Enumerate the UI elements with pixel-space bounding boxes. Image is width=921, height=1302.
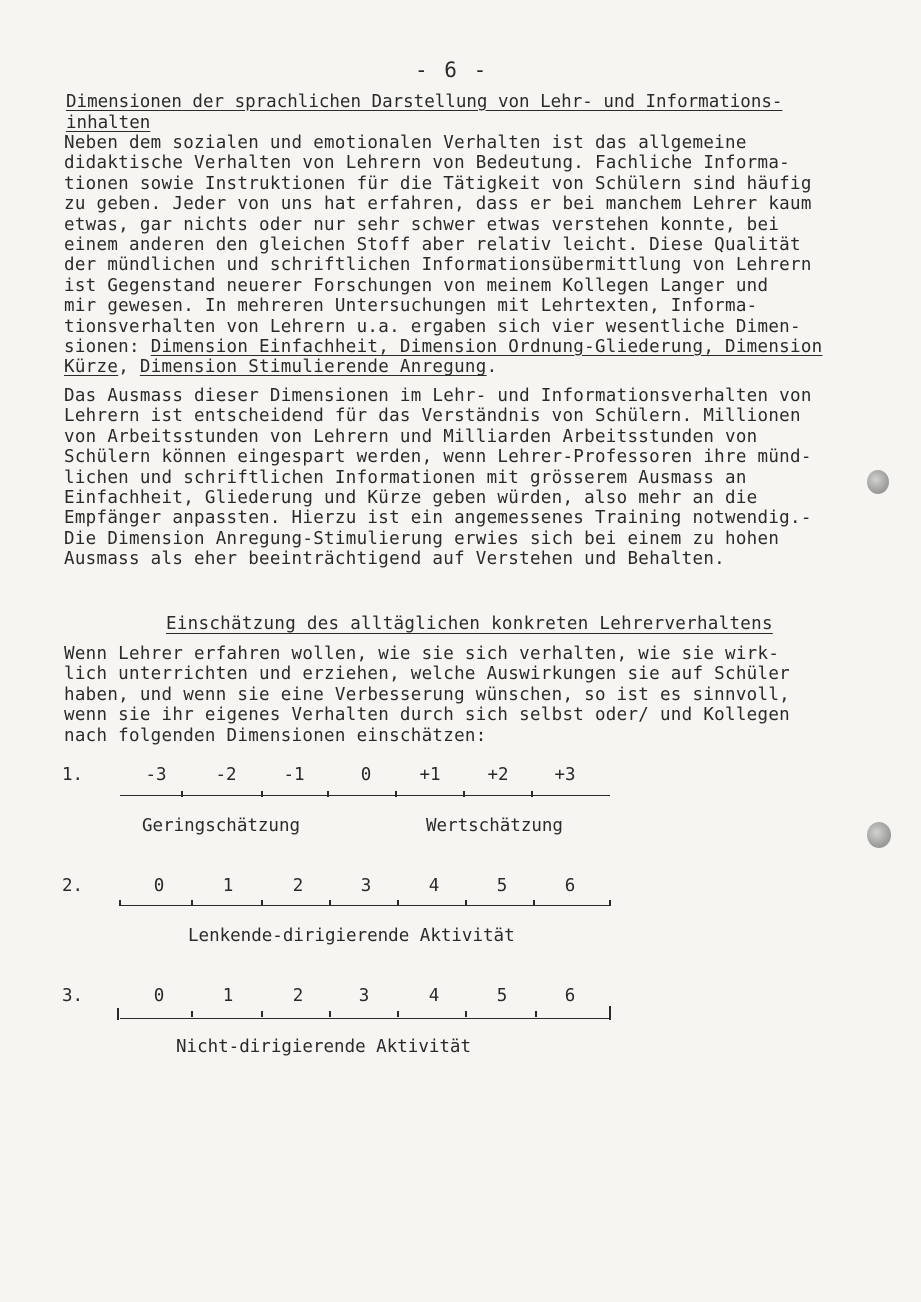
dimension-kuerze: Kürze (64, 357, 119, 378)
scale-tick-label: 0 (360, 765, 372, 785)
scale-tickmark (261, 791, 263, 797)
scale-tickmark (261, 900, 263, 906)
punch-hole-mark (867, 822, 891, 848)
scale-label: Nicht-dirigierende Aktivität (176, 1037, 472, 1057)
scale-tickmark (463, 791, 465, 797)
paragraph-line: ist Gegenstand neuerer Forschungen von meinem Kollegen Langer und (64, 275, 769, 296)
punch-hole-mark (867, 470, 889, 494)
paragraph-line: der mündlichen und schriftlichen Informationsübermittlung von Lehrern (64, 255, 812, 276)
paragraph-line: Die Dimension Anregung-Stimulierung erwies sich bei einem zu hohen (64, 528, 780, 549)
scale-tickmark (181, 791, 183, 797)
paragraph-line: lichen und schriftlichen Informationen mit grösserem Ausmass an (64, 467, 747, 488)
scale-tickmark (191, 900, 193, 906)
scale-tick-label: +2 (487, 765, 509, 785)
dimensions-list-line-1: Dimension Einfachheit, Dimension Ordnung-Gliederung, Dimension (150, 337, 823, 358)
scale-tick-label: -3 (145, 765, 167, 785)
scale-tick-label: 2 (292, 876, 304, 896)
section-heading-1-line-2: inhalten (66, 113, 151, 133)
dimensions-prefix: sionen: (64, 337, 151, 358)
paragraph-line: haben, und wenn sie eine Verbesserung wünschen, so ist es sinnvoll, (64, 684, 791, 705)
scale-tickmark (535, 1011, 537, 1017)
paragraph-3 (64, 644, 874, 746)
scale-tickmark (395, 791, 397, 797)
section-heading-2: Einschätzung des alltäglichen konkreten Lehrerverhaltens (166, 614, 773, 634)
paragraph-line: Empfänger anpassten. Hierzu ist ein angemessenes Training notwendig.- (64, 508, 812, 529)
scale-tick-label: 3 (358, 986, 370, 1006)
scale-axis (120, 1018, 610, 1019)
scale-tick-label: 2 (292, 986, 304, 1006)
paragraph-line: Einfachheit, Gliederung und Kürze geben würden, also mehr an die (64, 488, 758, 509)
paragraph-line: einem anderen den gleichen Stoff aber relativ leicht. Diese Qualität (64, 235, 801, 256)
paragraph-line: Ausmass als eher beeinträchtigend auf Verstehen und Behalten. (64, 549, 725, 570)
scale-right-label: Wertschätzung (426, 816, 563, 836)
scale-tick-label: 6 (564, 876, 576, 896)
paragraph-line: Schülern können eingespart werden, wenn Lehrer-Professoren ihre münd- (64, 447, 812, 468)
scale-tickmark (117, 1008, 119, 1020)
scale-tick-label: +3 (554, 765, 576, 785)
page-number: - 6 - (415, 58, 489, 82)
scale-tickmark (261, 1011, 263, 1017)
paragraph-line: Lehrern ist entscheidend für das Verständnis von Schülern. Millionen (64, 406, 801, 427)
paragraph-line-dimensions-2 (64, 357, 874, 377)
paragraph-line: von Arbeitsstunden von Lehrern und Milliarden Arbeitsstunden von (64, 426, 758, 447)
paragraph-line: tionsverhalten von Lehrern u.a. ergaben sich vier wesentliche Dimen- (64, 316, 801, 337)
scale-left-label: Geringschätzung (142, 816, 301, 836)
scale-tickmark (329, 900, 331, 906)
scale-tick-label: 4 (428, 876, 440, 896)
scale-tickmark (609, 900, 611, 906)
scale-tickmark (609, 1006, 611, 1020)
section-heading-1-line-1: Dimensionen der sprachlichen Darstellung von Lehr- und Informations- (66, 92, 783, 112)
scale-label: Lenkende-dirigierende Aktivität (188, 926, 515, 946)
section-heading-1 (66, 92, 856, 134)
scale-tickmark (329, 1011, 331, 1017)
scale-axis (120, 905, 610, 906)
rating-scale-3 (62, 986, 622, 1066)
scale-tickmark (397, 1011, 399, 1017)
paragraph-line: etwas, gar nichts oder nur sehr schwer etwas verstehen konnte, bei (64, 214, 780, 235)
scale-tickmark (465, 900, 467, 906)
scale-tick-label: +1 (419, 765, 441, 785)
scale-number: 1. (62, 765, 84, 785)
paragraph-line-dimensions (64, 337, 874, 357)
rating-scale-2 (62, 876, 622, 956)
scale-tick-label: 0 (153, 876, 165, 896)
paragraph-line: Das Ausmass dieser Dimensionen im Lehr- und Informationsverhalten von (64, 386, 812, 406)
paragraph-1 (64, 133, 874, 378)
paragraph-line: wenn sie ihr eigenes Verhalten durch sich selbst oder/ und Kollegen (64, 705, 791, 726)
scale-number: 3. (62, 986, 84, 1006)
scale-tickmark (327, 791, 329, 797)
scale-tick-label: 4 (428, 986, 440, 1006)
dimensions-end: . (486, 357, 498, 378)
paragraph-line: zu geben. Jeder von uns hat erfahren, dass er bei manchem Lehrer kaum (64, 194, 812, 215)
scale-tick-label: 0 (153, 986, 165, 1006)
scale-number: 2. (62, 876, 84, 896)
paragraph-2 (64, 386, 874, 570)
scale-tickmark (191, 1011, 193, 1017)
dimension-stimulierende-anregung: Dimension Stimulierende Anregung (139, 357, 487, 378)
scale-axis (120, 795, 610, 796)
scale-tick-label: -2 (215, 765, 237, 785)
paragraph-line: Wenn Lehrer erfahren wollen, wie sie sich verhalten, wie sie wirk- (64, 644, 780, 664)
paragraph-line: tionen sowie Instruktionen für die Tätigkeit von Schülern sind häufig (64, 173, 812, 194)
scale-tick-label: 1 (222, 876, 234, 896)
scale-tick-label: 1 (222, 986, 234, 1006)
scale-tick-label: 5 (496, 876, 508, 896)
paragraph-line: lich unterrichten und erziehen, welche Auswirkungen sie auf Schüler (64, 664, 791, 685)
paragraph-line: nach folgenden Dimensionen einschätzen: (64, 725, 487, 746)
scale-tick-label: 5 (496, 986, 508, 1006)
paragraph-line: didaktische Verhalten von Lehrern von Bedeutung. Fachliche Informa- (64, 153, 791, 174)
paragraph-line: mir gewesen. In mehreren Untersuchungen mit Lehrtexten, Informa- (64, 296, 758, 317)
paragraph-line: Neben dem sozialen und emotionalen Verhalten ist das allgemeine (64, 133, 747, 153)
scale-tickmark (119, 900, 121, 906)
scale-tickmark (465, 1011, 467, 1017)
rating-scale-1 (62, 765, 622, 845)
scale-tick-label: 3 (360, 876, 372, 896)
scale-tickmark (397, 900, 399, 906)
scale-tickmark (533, 900, 535, 906)
scale-tickmark (531, 791, 533, 797)
scale-tick-label: -1 (283, 765, 305, 785)
dimensions-separator: , (118, 357, 140, 378)
scale-tick-label: 6 (564, 986, 576, 1006)
